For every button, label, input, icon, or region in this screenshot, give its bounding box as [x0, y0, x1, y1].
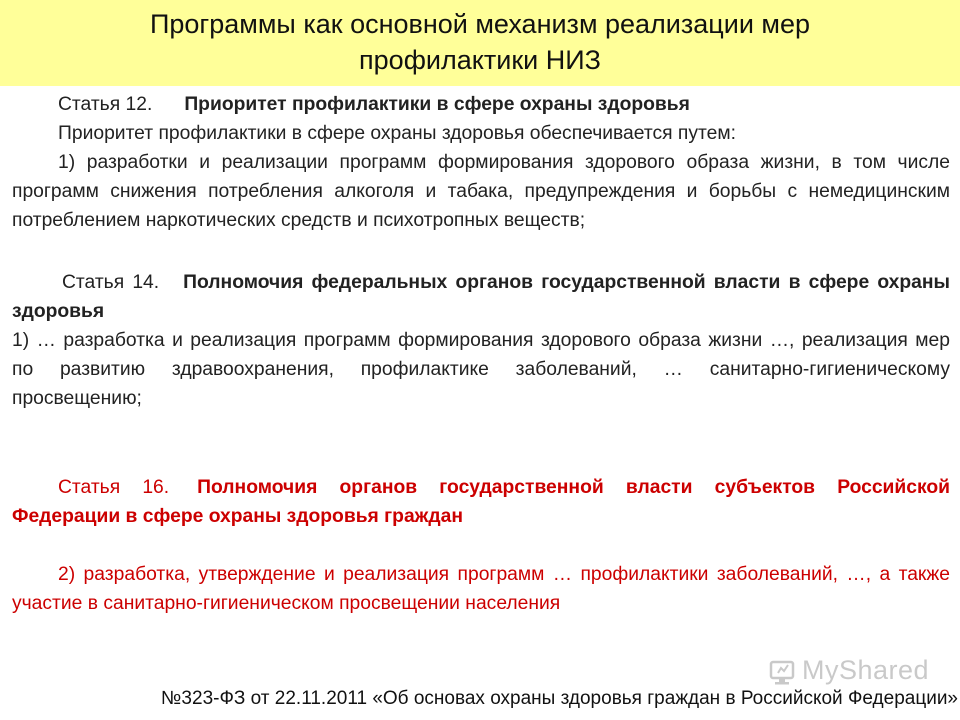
article-12-intro: Приоритет профилактики в сфере охраны здоровья обеспечивается путем: [58, 123, 736, 144]
watermark-text: MyShared [802, 655, 930, 685]
slide-title [0, 0, 960, 86]
article-16-heading: Полномочия органов государственной власти субъектов Российской Федерации в сфере охраны здоровья граждан [12, 477, 950, 527]
article-12-heading: Приоритет профилактики в сфере охраны здоровья [184, 94, 690, 115]
article-16-label: Статья 16. [58, 477, 170, 498]
article-14-heading: Полномочия федеральных органов государственной власти в сфере охраны здоровья [12, 272, 951, 322]
article-12-item-1: 1) разработки и реализации программ формирования здорового образа жизни, в том числе программ снижения потребления алкоголя и табака, предупреждения и борьбы с немедицинским потреблением наркотических средств и психотропных веществ; [12, 152, 950, 231]
watermark-logo-icon [768, 656, 798, 686]
article-14-item-1: 1) … разработка и реализация программ формирования здорового образа жизни …, реализация мер по развитию здравоохранения, профилактике заболеваний, … санитарно-гигиеническому просвещению; [12, 330, 950, 409]
slide-content [12, 90, 950, 618]
watermark [768, 655, 929, 686]
article-14-label: Статья 14. [62, 272, 160, 293]
article-16-item-2: 2) разработка, утверждение и реализация программ … профилактики заболеваний, …, а также участие в санитарно-гигиеническом просвещении населения [12, 564, 950, 614]
slide-title-line-1: Программы как основной механизм реализации мер [149, 9, 811, 39]
slide-title-line-2: профилактики НИЗ [359, 45, 601, 75]
article-12-header [12, 90, 950, 119]
article-12-label: Статья 12. [58, 94, 153, 115]
article-14-header [12, 268, 950, 326]
article-16-header [12, 473, 950, 531]
footer-reference: №323-ФЗ от 22.11.2011 «Об основах охраны здоровья граждан в Российской Федерации» [161, 688, 958, 709]
